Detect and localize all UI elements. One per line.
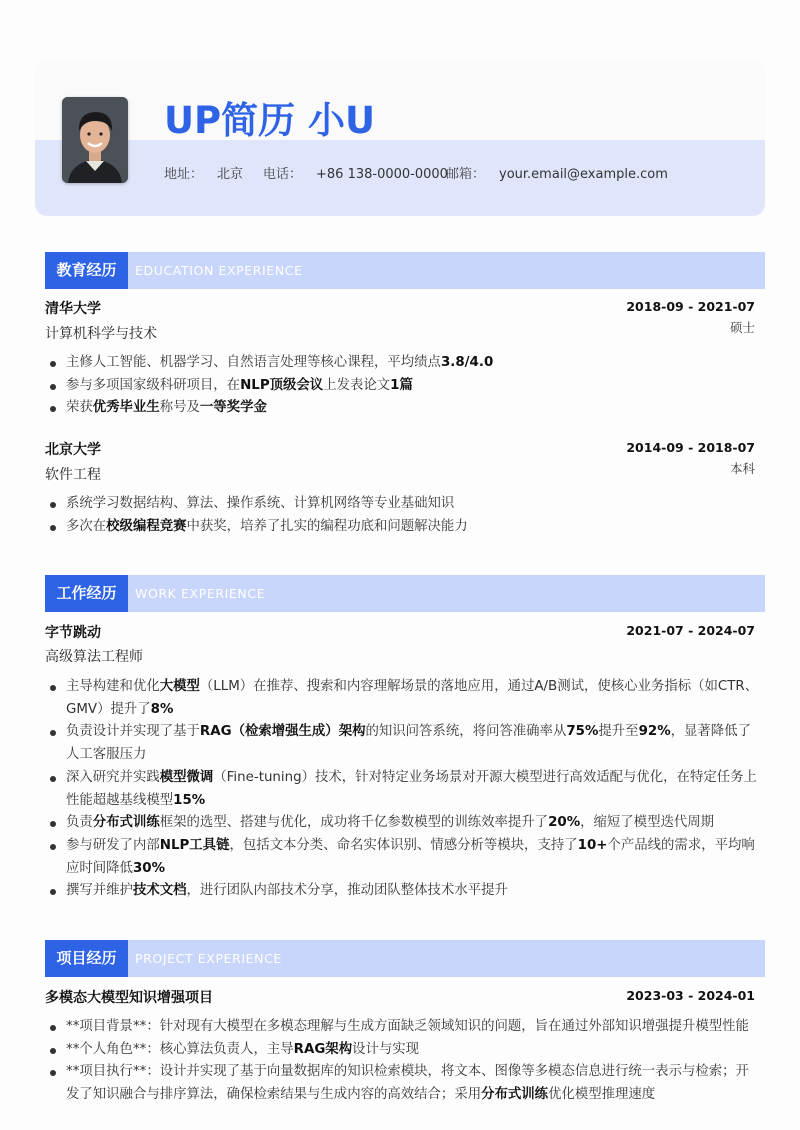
bullet-item (45, 676, 760, 721)
bullet-item (45, 835, 760, 880)
bullet-text: 荣获 (66, 400, 93, 416)
avatar-photo-icon (62, 97, 128, 183)
bullet-bold-text: 10+ (577, 837, 608, 853)
bullet-bold-text: RAG（检索增强生成）架构 (199, 724, 366, 740)
project-section-title: 项目经历 (45, 940, 128, 977)
bullet-text: 的知识问答系统，将问答准确率从 (365, 724, 567, 740)
address-label: 地址： (164, 167, 204, 182)
bullet-bold-text: 校级编程竞赛 (106, 518, 187, 534)
education-bullet-list (45, 493, 760, 538)
bullet-text: 中获奖，培养了扎实的编程功底和问题解决能力 (186, 518, 468, 534)
bullet-bold-text: 20% (548, 815, 581, 831)
bullet-text: **项目背景**：针对现有大模型在多模态理解与生成方面缺乏领域知识的问题，旨在通过外部知识增强提升模型性能 (66, 1019, 749, 1034)
project-bullet-list (45, 1016, 760, 1107)
education-school: 北京大学 (45, 442, 101, 458)
project-date: 2023-03 - 2024-01 (626, 988, 755, 1003)
work-section-header (45, 575, 765, 612)
bullet-text: **项目执行**：设计并实现了基于向量数据库的知识检索模块，将文本、图像等多模态信息进行统一表示与检索；开发了知识融合与排序算法，确保检索结果与生成内容的高效结合；采用 (66, 1064, 749, 1103)
bullet-text: ，显著降低了人工客服压力 (66, 724, 751, 763)
bullet-text: 参与研发了内部 (66, 837, 160, 853)
bullet-bold-text: 模型微调 (159, 769, 214, 785)
bullet-item (45, 1039, 760, 1062)
bullet-item (45, 516, 760, 539)
education-major: 软件工程 (45, 467, 101, 483)
phone-value: +86 138-0000-0000 (316, 167, 448, 182)
resume-name: UP简历 小U (164, 99, 376, 142)
bullet-text: 深入研究并实践 (66, 769, 160, 785)
bullet-bold-text: 75% (566, 724, 599, 740)
education-school: 清华大学 (45, 301, 101, 317)
address-value: 北京 (217, 167, 244, 182)
education-major: 计算机科学与技术 (45, 326, 157, 342)
bullet-item (45, 493, 760, 516)
bullet-text: ，缩短了模型迭代周期 (580, 815, 715, 831)
bullet-text: 撰写并维护 (66, 883, 133, 899)
bullet-item (45, 397, 760, 420)
education-degree: 硕士 (729, 320, 755, 335)
header-top (35, 60, 765, 140)
bullet-bold-text: 分布式训练 (92, 815, 160, 831)
work-bullet-list (45, 676, 760, 903)
education-section-title: 教育经历 (45, 252, 128, 289)
project-name: 多模态大模型知识增强项目 (45, 990, 213, 1006)
education-date: 2014-09 - 2018-07 (626, 440, 755, 455)
bullet-text: 称号及 (159, 400, 200, 416)
bullet-item (45, 375, 760, 398)
education-degree: 本科 (729, 461, 755, 476)
bullet-bold-text: 15% (173, 792, 206, 808)
bullet-item (45, 812, 760, 835)
contact-phone (263, 163, 448, 182)
work-date: 2021-07 - 2024-07 (626, 623, 755, 638)
bullet-text: 主修人工智能、机器学习、自然语言处理等核心课程，平均绩点 (66, 355, 441, 370)
bullet-text: 框架的选型、搭建与优化，成功将千亿参数模型的训练效率提升了 (159, 815, 549, 831)
bullet-bold-text: 3.8/4.0 (440, 355, 494, 370)
phone-label: 电话： (263, 167, 303, 182)
bullet-bold-text: 优秀毕业生 (92, 400, 160, 416)
bullet-item (45, 880, 760, 903)
bullet-item (45, 721, 760, 766)
bullet-bold-text: RAG架构 (293, 1041, 353, 1057)
bullet-text: （Fine-tuning）技术，针对特定业务场景对开源大模型进行高效适配与优化，在特定任务上性能超越基线模型 (66, 769, 757, 808)
bullet-bold-text: 92% (638, 724, 671, 740)
bullet-bold-text: NLP顶级会议 (240, 377, 324, 393)
contact-email (446, 163, 668, 182)
work-role: 高级算法工程师 (45, 649, 143, 665)
work-section-title: 工作经历 (45, 575, 128, 612)
bullet-text: 提升至 (598, 724, 639, 740)
bullet-text: 上发表论文 (323, 377, 391, 393)
avatar (62, 97, 128, 183)
education-bullet-list (45, 352, 760, 420)
email-value[interactable]: your.email@example.com (499, 167, 668, 182)
project-section-header (45, 940, 765, 977)
bullet-text: 负责 (66, 815, 93, 831)
bullet-text: 负责设计并实现了基于 (66, 724, 200, 740)
bullet-bold-text: NLP工具链 (159, 837, 230, 853)
email-label: 邮箱： (446, 167, 486, 182)
bullet-bold-text: 大模型 (159, 679, 200, 694)
bullet-item (45, 1061, 760, 1106)
bullet-text: 主导构建和优化 (66, 679, 160, 694)
bullet-text: 个产品线的需求，平均响应时间降低 (66, 837, 755, 876)
project-section-title-en: PROJECT EXPERIENCE (135, 951, 282, 966)
education-section-header (45, 252, 765, 289)
bullet-bold-text: 分布式训练 (481, 1087, 549, 1103)
bullet-bold-text: 1篇 (390, 377, 413, 393)
work-company: 字节跳动 (45, 625, 101, 641)
bullet-text: 优化模型推理速度 (548, 1087, 656, 1103)
education-section-title-en: EDUCATION EXPERIENCE (135, 263, 303, 278)
bullet-text: （LLM）在推荐、搜索和内容理解场景的落地应用，通过A/B测试，使核心业务指标（如CTR、GMV）提升了 (66, 679, 759, 717)
bullet-text: 多次在 (66, 518, 107, 534)
contact-address (164, 163, 243, 182)
bullet-text: ，进行团队内部技术分享，推动团队整体技术水平提升 (186, 883, 508, 899)
bullet-item (45, 352, 760, 375)
bullet-item (45, 1016, 760, 1039)
work-section-title-en: WORK EXPERIENCE (135, 586, 266, 601)
bullet-item (45, 767, 760, 812)
education-date: 2018-09 - 2021-07 (626, 299, 755, 314)
bullet-bold-text: 一等奖学金 (199, 400, 267, 416)
bullet-text: 设计与实现 (352, 1041, 420, 1057)
bullet-text: 系统学习数据结构、算法、操作系统、计算机网络等专业基础知识 (66, 496, 455, 511)
bullet-bold-text: 8% (150, 701, 174, 717)
bullet-bold-text: 30% (132, 860, 166, 876)
bullet-text: **个人角色**：核心算法负责人，主导 (66, 1041, 294, 1057)
bullet-text: 参与多项国家级科研项目，在 (66, 377, 241, 393)
bullet-text: ，包括文本分类、命名实体识别、情感分析等模块，支持了 (229, 837, 578, 853)
bullet-bold-text: 技术文档 (132, 883, 187, 899)
